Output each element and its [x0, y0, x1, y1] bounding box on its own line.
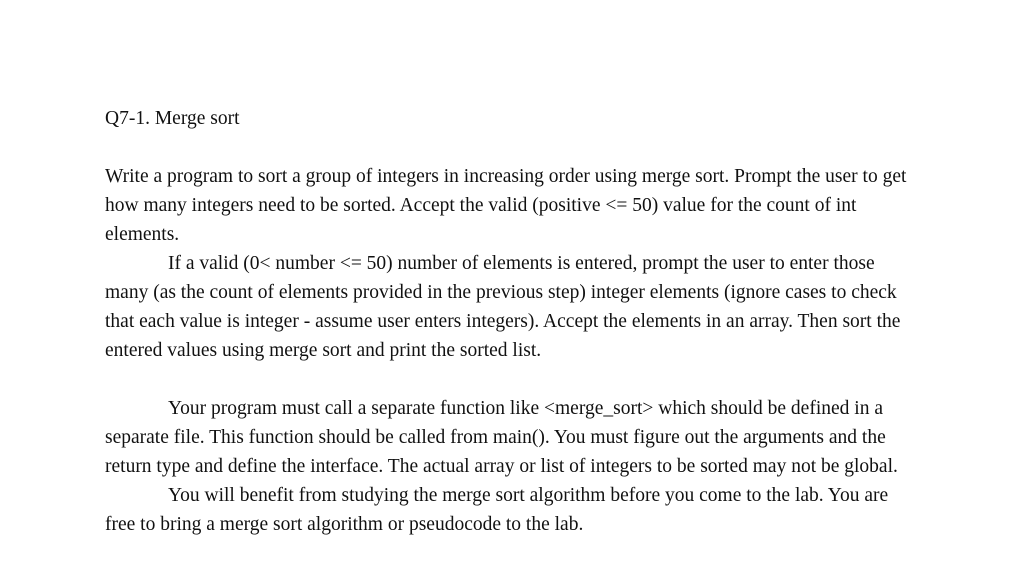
- paragraph-intro: Write a program to sort a group of integers in increasing order using merge sort. Prompt the user to get how many integers need to be sorted. Accept the valid (positive <= 50) value for the count of int elements.: [105, 166, 907, 245]
- spacer: [105, 365, 920, 394]
- paragraph-study-note: You will benefit from studying the merge sort algorithm before you come to the lab. You are free to bring a merge sort algorithm or pseudocode to the lab.: [105, 485, 889, 535]
- question-title: Q7-1. Merge sort: [105, 108, 240, 129]
- spacer: [105, 133, 920, 162]
- document-body: [105, 104, 920, 539]
- paragraph-input-elements: If a valid (0< number <= 50) number of elements is entered, prompt the user to enter those many (as the count of elements provided in the previous step) integer elements (ignore cases to check that each value is integer - assume user enters integers). Accept the elements in an array. Then sort the entered values using merge sort and print the sorted list.: [105, 253, 901, 361]
- paragraph-function-requirement: Your program must call a separate function like <merge_sort> which should be defined in a separate file. This function should be called from main(). You must figure out the arguments and the return type and define the interface. The actual array or list of integers to be sorted may not be global.: [105, 398, 898, 477]
